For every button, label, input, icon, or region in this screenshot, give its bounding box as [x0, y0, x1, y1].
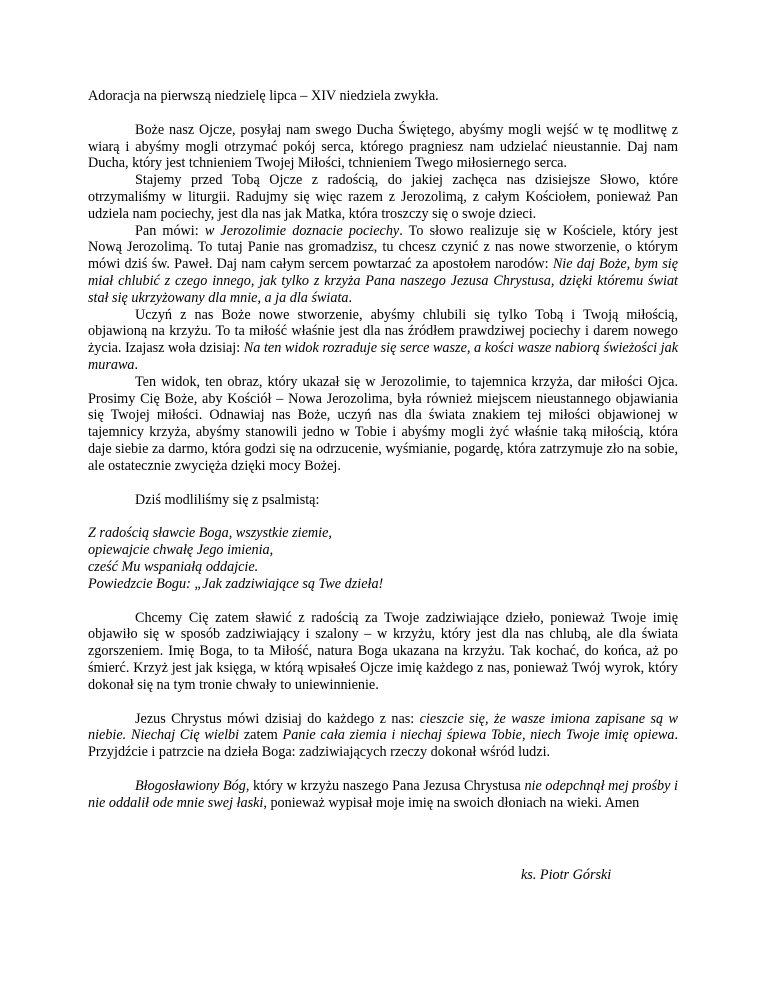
quote: w Jerozolimie doznacie pociechy	[204, 222, 400, 239]
quote: Błogosławiony Bóg	[135, 777, 246, 794]
quote: Panie cała ziemia i niechaj śpiewa Tobie, niech Twoje imię opiewa	[282, 727, 675, 744]
signature: ks. Piotr Górski	[521, 867, 612, 884]
paragraph-6: Dziś modliliśmy się z psalmistą:	[135, 491, 320, 508]
psalm-quote	[88, 525, 678, 592]
text: , który w krzyżu naszego Pana Jezusa Chrystusa	[245, 777, 525, 794]
paragraph-9	[88, 778, 678, 812]
paragraph-4	[88, 307, 678, 374]
text: .	[348, 289, 353, 306]
psalm-line: Powiedzcie Bogu: „Jak zadziwiające są Twe dzieła!	[88, 575, 384, 592]
quote: nie odepchnął mej prośby i nie oddalił ode mnie swej łaski	[88, 777, 678, 811]
paragraph-2: Stajemy przed Tobą Ojcze z radością, do jakiej zachęca nas dzisiejsze Słowo, które otrzymaliśmy w liturgii. Radujmy się więc razem z Jerozolimą, z całym Kościołem, ponieważ Pan udziela nam pociechy, jest dla nas jak Matka, która troszczy się o swoje dzieci.	[88, 172, 678, 222]
text: Uczyń z nas Boże nowe stworzenie, abyśmy chlubili się tylko Tobą i Twoją miłością, objawioną na krzyżu. To ta miłość właśnie jest dla nas źródłem prawdziwej pociechy i darem nowego życia. Izajasz woła dzisiaj:	[88, 306, 678, 357]
paragraph-7: Chcemy Cię zatem sławić z radością za Twoje zadziwiające dzieło, ponieważ Twoje imię objawiło się w sposób zadziwiający i szalony – w krzyżu, który jest dla nas chlubą, ale dla świata zgorszeniem. Imię Boga, to ta Miłość, natura Boga ukazana na krzyżu. Tak kochać, do końca, aż po śmierć. Krzyż jest jak księga, w którą wpisałeś Ojcze imię każdego z nas, ponieważ Twój wyrok, który dokonał się na tym tronie chwały to uniewinnienie.	[88, 609, 678, 693]
text: .	[134, 356, 139, 373]
text: . To słowo realizuje się w Kościele, który jest Nową Jerozolimą. To tutaj Panie nas gromadzisz, tu chcesz czynić z nas nowe stworzenie, o którym mówi dziś św. Paweł. Daj nam całym sercem powtarzać za apostołem narodów:	[88, 222, 678, 273]
text: Pan mówi:	[135, 222, 205, 239]
document-title: Adoracja na pierwszą niedzielę lipca – XIV niedziela zwykła.	[88, 88, 439, 104]
psalm-line: opiewajcie chwałę Jego imienia,	[88, 542, 274, 559]
quote: Nie daj Boże, bym się miał chlubić z czego innego, jak tylko z krzyża Pana naszego Jezusa Chrystusa, dzięki któremu świat stał się ukrzyżowany dla mnie, a ja dla świata	[88, 256, 678, 306]
paragraph-3	[88, 223, 678, 307]
paragraph-5: Ten widok, ten obraz, który ukazał się w Jerozolimie, to tajemnica krzyża, dar miłości Ojca. Prosimy Cię Boże, aby Kościół – Nowa Jerozolima, była również miejscem nieustannego objawiania się Twojej miłości. Odnawiaj nas Boże, uczyń nas dla świata znakiem tej miłości objawionej w tajemnicy krzyża, abyśmy stanowili jedno w Tobie i abyśmy mogli żyć właśnie taką miłością, która daje siebie za darmo, która godzi się na odrzucenie, wyśmianie, pogardę, która zatrzymuje zło na sobie, ale ostatecznie zwycięża dzięki mocy Bożej.	[88, 373, 678, 474]
text: . Przyjdźcie i patrzcie na dzieła Boga: zadziwiających rzeczy dokonał wśród ludzi.	[88, 727, 678, 761]
text: Jezus Chrystus mówi dzisiaj do każdego z nas:	[135, 710, 420, 727]
psalm-line: Z radością sławcie Boga, wszystkie ziemie,	[88, 525, 332, 542]
psalm-line: cześć Mu wspaniałą oddajcie.	[88, 558, 259, 575]
paragraph-8	[88, 711, 678, 761]
paragraph-1: Boże nasz Ojcze, posyłaj nam swego Ducha Świętego, abyśmy mogli wejść w tę modlitwę z wiarą i abyśmy mogli otrzymać pokój serca, którego pragniesz nam udzielać nieustannie. Daj nam Ducha, który jest tchnieniem Twojej Miłości, tchnieniem Twego miłosiernego serca.	[88, 121, 678, 172]
quote: Na ten widok rozraduje się serce wasze, a kości wasze nabiorą świeżości jak murawa	[88, 340, 678, 373]
quote: cieszcie się, że wasze imiona zapisane są w niebie. Niechaj Cię wielbi	[88, 710, 679, 744]
text: , ponieważ wypisał moje imię na swoich dłoniach na wieki. Amen	[263, 794, 640, 811]
text: zatem	[239, 727, 283, 744]
document-page	[88, 88, 678, 884]
